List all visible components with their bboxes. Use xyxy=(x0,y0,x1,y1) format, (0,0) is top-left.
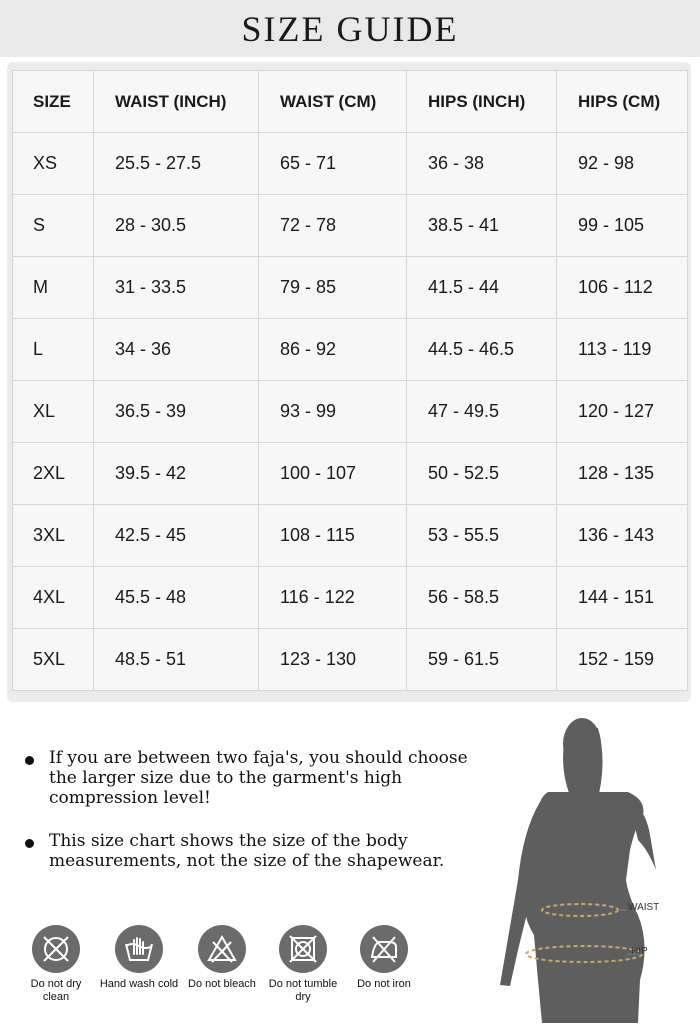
hips-inch-cell: 36 - 38 xyxy=(407,133,557,195)
table-row xyxy=(13,381,688,443)
sizing-notes xyxy=(25,748,495,894)
size-cell: XS xyxy=(13,133,94,195)
size-table-panel xyxy=(7,62,691,702)
waist-cm-cell: 72 - 78 xyxy=(259,195,407,257)
hips-inch-cell: 59 - 61.5 xyxy=(407,629,557,691)
waist-inch-cell: 39.5 - 42 xyxy=(94,443,259,505)
waist-cm-cell: 79 - 85 xyxy=(259,257,407,319)
hips-cm-cell: 92 - 98 xyxy=(557,133,688,195)
waist-cm-cell: 100 - 107 xyxy=(259,443,407,505)
size-cell: M xyxy=(13,257,94,319)
hips-cm-cell: 113 - 119 xyxy=(557,319,688,381)
note-item xyxy=(25,831,495,871)
table-row xyxy=(13,443,688,505)
waist-cm-cell: 116 - 122 xyxy=(259,567,407,629)
hips-inch-cell: 50 - 52.5 xyxy=(407,443,557,505)
care-item-hand-wash xyxy=(99,925,179,991)
hips-inch-cell: 38.5 - 41 xyxy=(407,195,557,257)
waist-cm-cell: 86 - 92 xyxy=(259,319,407,381)
waist-inch-cell: 48.5 - 51 xyxy=(94,629,259,691)
waist-cm-cell: 123 - 130 xyxy=(259,629,407,691)
size-cell: XL xyxy=(13,381,94,443)
table-row xyxy=(13,629,688,691)
table-row xyxy=(13,257,688,319)
hand-wash-icon xyxy=(115,925,163,973)
table-header-row xyxy=(13,71,688,133)
do-not-tumble-dry-icon xyxy=(279,925,327,973)
hips-cm-cell: 99 - 105 xyxy=(557,195,688,257)
waist-inch-cell: 42.5 - 45 xyxy=(94,505,259,567)
care-item-tumble-dry xyxy=(263,925,343,1004)
waist-cm-cell: 93 - 99 xyxy=(259,381,407,443)
hips-cm-cell: 106 - 112 xyxy=(557,257,688,319)
care-item-iron xyxy=(344,925,424,991)
column-header-size: SIZE xyxy=(13,71,94,133)
size-cell: 4XL xyxy=(13,567,94,629)
do-not-dry-clean-icon xyxy=(32,925,80,973)
table-row xyxy=(13,195,688,257)
bullet-icon xyxy=(25,839,34,848)
body-silhouette xyxy=(478,710,700,1023)
bullet-icon xyxy=(25,756,34,765)
do-not-iron-icon xyxy=(360,925,408,973)
hips-cm-cell: 136 - 143 xyxy=(557,505,688,567)
waist-inch-cell: 45.5 - 48 xyxy=(94,567,259,629)
size-guide-header xyxy=(0,0,700,57)
hips-inch-cell: 56 - 58.5 xyxy=(407,567,557,629)
table-row xyxy=(13,133,688,195)
waist-inch-cell: 36.5 - 39 xyxy=(94,381,259,443)
note-item xyxy=(25,748,495,808)
note-text: This size chart shows the size of the body measurements, not the size of the shapewear. xyxy=(49,831,445,871)
size-cell: 2XL xyxy=(13,443,94,505)
hips-cm-cell: 120 - 127 xyxy=(557,381,688,443)
waist-cm-cell: 108 - 115 xyxy=(259,505,407,567)
waist-label: WAIST xyxy=(628,902,660,913)
page-title: SIZE GUIDE xyxy=(241,8,459,49)
care-item-dry-clean xyxy=(16,925,96,1004)
care-label: Do not dry clean xyxy=(30,978,82,1003)
hips-inch-cell: 53 - 55.5 xyxy=(407,505,557,567)
note-text: If you are between two faja's, you should choose the larger size due to the garment's high compression level! xyxy=(49,748,468,808)
hips-inch-cell: 47 - 49.5 xyxy=(407,381,557,443)
care-item-bleach xyxy=(182,925,262,991)
hips-cm-cell: 152 - 159 xyxy=(557,629,688,691)
care-label: Do not tumble dry xyxy=(268,978,338,1003)
waist-inch-cell: 31 - 33.5 xyxy=(94,257,259,319)
waist-inch-cell: 34 - 36 xyxy=(94,319,259,381)
waist-inch-cell: 25.5 - 27.5 xyxy=(94,133,259,195)
body-measurement-figure xyxy=(478,710,700,1023)
table-row xyxy=(13,567,688,629)
column-header-hips-inch: HIPS (INCH) xyxy=(407,71,557,133)
table-row xyxy=(13,319,688,381)
hips-inch-cell: 44.5 - 46.5 xyxy=(407,319,557,381)
hips-cm-cell: 144 - 151 xyxy=(557,567,688,629)
table-row xyxy=(13,505,688,567)
care-label: Do not bleach xyxy=(188,978,256,990)
waist-inch-cell: 28 - 30.5 xyxy=(94,195,259,257)
size-cell: 5XL xyxy=(13,629,94,691)
care-label: Do not iron xyxy=(357,978,411,990)
hips-inch-cell: 41.5 - 44 xyxy=(407,257,557,319)
size-table xyxy=(12,70,688,691)
size-cell: 3XL xyxy=(13,505,94,567)
column-header-waist-inch: WAIST (INCH) xyxy=(94,71,259,133)
waist-cm-cell: 65 - 71 xyxy=(259,133,407,195)
column-header-hips-cm: HIPS (CM) xyxy=(557,71,688,133)
size-cell: L xyxy=(13,319,94,381)
size-cell: S xyxy=(13,195,94,257)
do-not-bleach-icon xyxy=(198,925,246,973)
hips-cm-cell: 128 - 135 xyxy=(557,443,688,505)
care-label: Hand wash cold xyxy=(99,978,179,990)
hip-label: HIP xyxy=(631,946,648,957)
column-header-waist-cm: WAIST (CM) xyxy=(259,71,407,133)
